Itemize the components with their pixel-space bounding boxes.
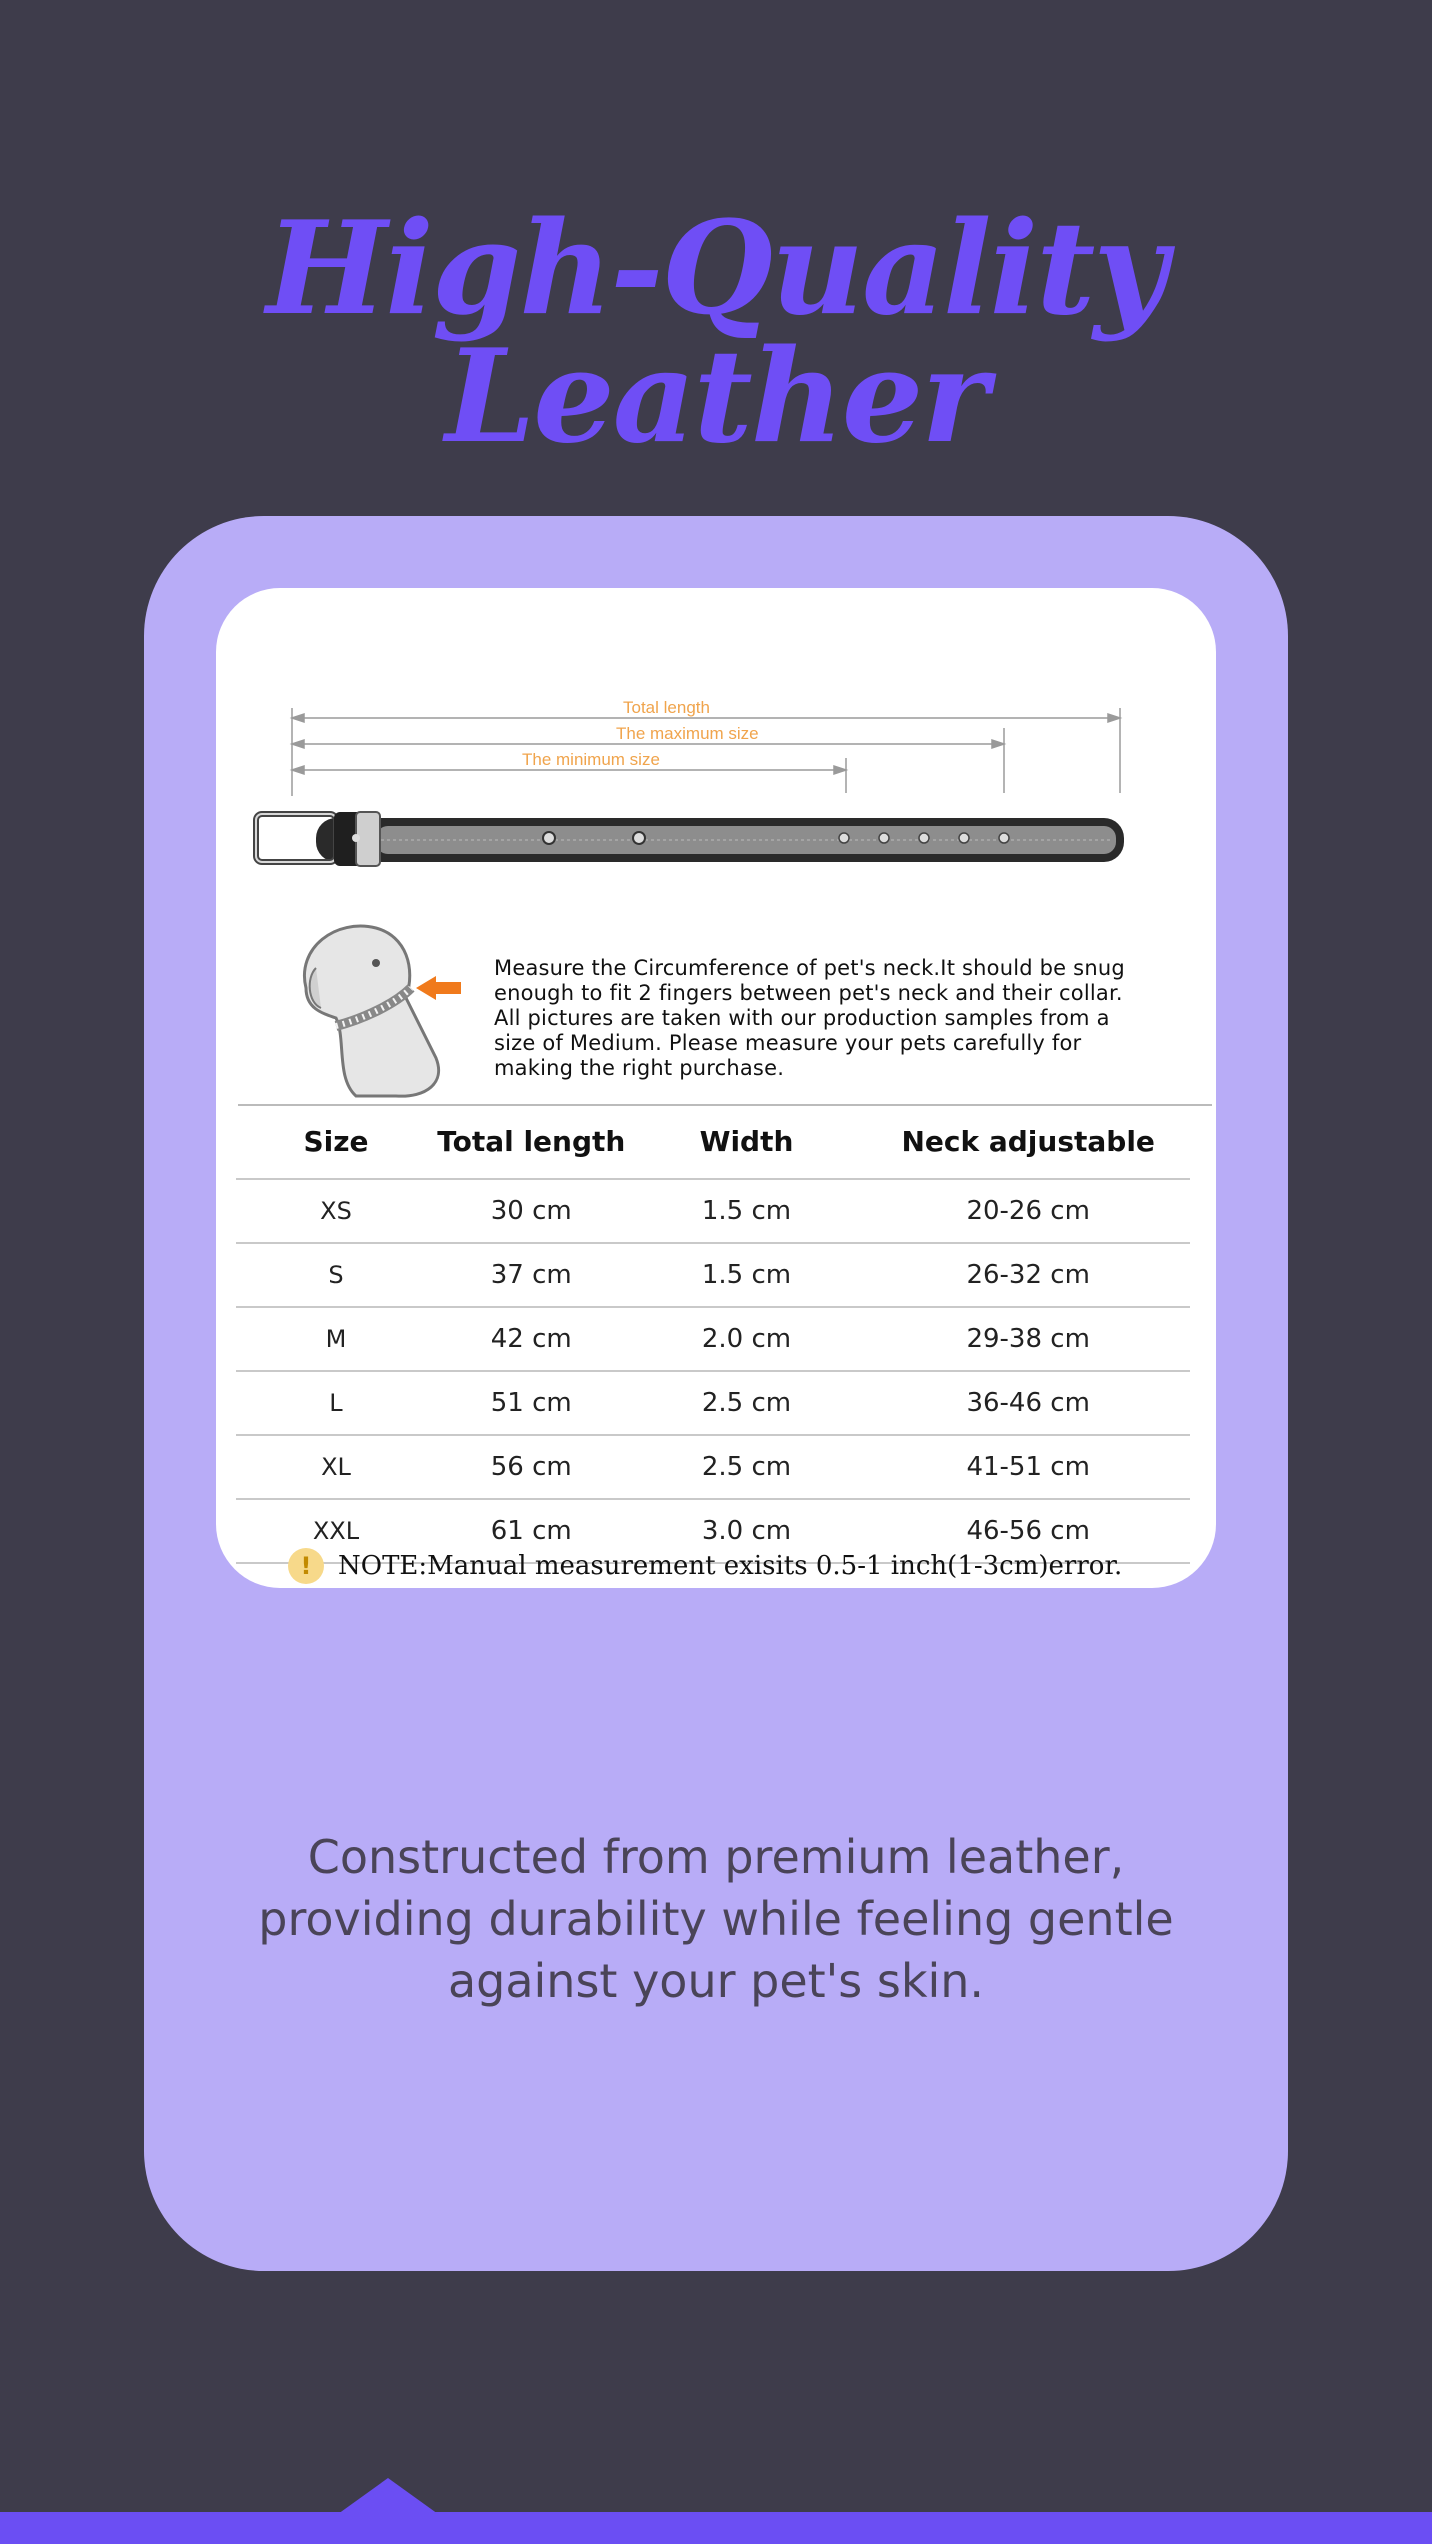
size-cell: L: [236, 1371, 436, 1435]
size-cell: S: [236, 1243, 436, 1307]
width-cell: 1.5 cm: [627, 1179, 867, 1243]
maximum-size-label: The maximum size: [616, 724, 759, 743]
table-header-row: [236, 1105, 1190, 1179]
dog-neck-illustration: [276, 908, 476, 1108]
description-line: providing durability while feeling gentle: [258, 1892, 1174, 1946]
total-length-cell: 42 cm: [436, 1307, 627, 1371]
description-line: against your pet's skin.: [447, 1954, 985, 2008]
size-table: [236, 1105, 1190, 1564]
size-cell: M: [236, 1307, 436, 1371]
column-header-size: Size: [236, 1105, 436, 1179]
neck-adjustable-cell: 20-26 cm: [866, 1179, 1190, 1243]
neck-adjustable-cell: 41-51 cm: [866, 1435, 1190, 1499]
bottom-accent-bar: [0, 2512, 1432, 2544]
instruction-line: Measure the Circumference of pet's neck.It should be snug: [494, 956, 1125, 980]
measurement-instructions: [494, 956, 1194, 1081]
size-cell: XXL: [236, 1499, 436, 1563]
neck-adjustable-cell: 46-56 cm: [866, 1499, 1190, 1563]
total-length-cell: 56 cm: [436, 1435, 627, 1499]
size-cell: XL: [236, 1435, 436, 1499]
minimum-size-label: The minimum size: [522, 750, 660, 769]
feature-card: [144, 516, 1288, 2271]
neck-adjustable-cell: 29-38 cm: [866, 1307, 1190, 1371]
table-row: [236, 1371, 1190, 1435]
neck-adjustable-cell: 26-32 cm: [866, 1243, 1190, 1307]
column-header-width: Width: [627, 1105, 867, 1179]
total-length-cell: 61 cm: [436, 1499, 627, 1563]
width-cell: 2.0 cm: [627, 1307, 867, 1371]
width-cell: 3.0 cm: [627, 1499, 867, 1563]
total-length-label: Total length: [623, 698, 710, 717]
width-cell: 2.5 cm: [627, 1435, 867, 1499]
total-length-cell: 37 cm: [436, 1243, 627, 1307]
width-cell: 1.5 cm: [627, 1243, 867, 1307]
feature-description: [204, 1826, 1228, 2012]
width-cell: 2.5 cm: [627, 1371, 867, 1435]
column-header-neck-adjustable: Neck adjustable: [866, 1105, 1190, 1179]
instruction-line: size of Medium. Please measure your pets carefully for: [494, 1031, 1082, 1055]
total-length-cell: 30 cm: [436, 1179, 627, 1243]
table-row: [236, 1179, 1190, 1243]
instruction-line: All pictures are taken with our production samples from a: [494, 1006, 1110, 1030]
column-header-total-length: Total length: [436, 1105, 627, 1179]
note-text: NOTE:Manual measurement exisits 0.5-1 inch(1-3cm)error.: [338, 1551, 1123, 1581]
table-row: [236, 1243, 1190, 1307]
table-row: [236, 1307, 1190, 1371]
bottom-bar-notch: [338, 2478, 438, 2514]
warning-icon: !: [288, 1548, 324, 1584]
description-line: Constructed from premium leather,: [307, 1830, 1125, 1884]
instruction-line: enough to fit 2 fingers between pet's neck and their collar.: [494, 981, 1123, 1005]
size-chart-image: [216, 588, 1216, 1588]
table-row: [236, 1435, 1190, 1499]
measurement-note: [288, 1548, 1122, 1584]
size-cell: XS: [236, 1179, 436, 1243]
neck-adjustable-cell: 36-46 cm: [866, 1371, 1190, 1435]
collar-illustration: [216, 588, 1216, 918]
total-length-cell: 51 cm: [436, 1371, 627, 1435]
page-headline: High-Quality Leather: [266, 194, 1166, 472]
instruction-line: making the right purchase.: [494, 1056, 785, 1080]
